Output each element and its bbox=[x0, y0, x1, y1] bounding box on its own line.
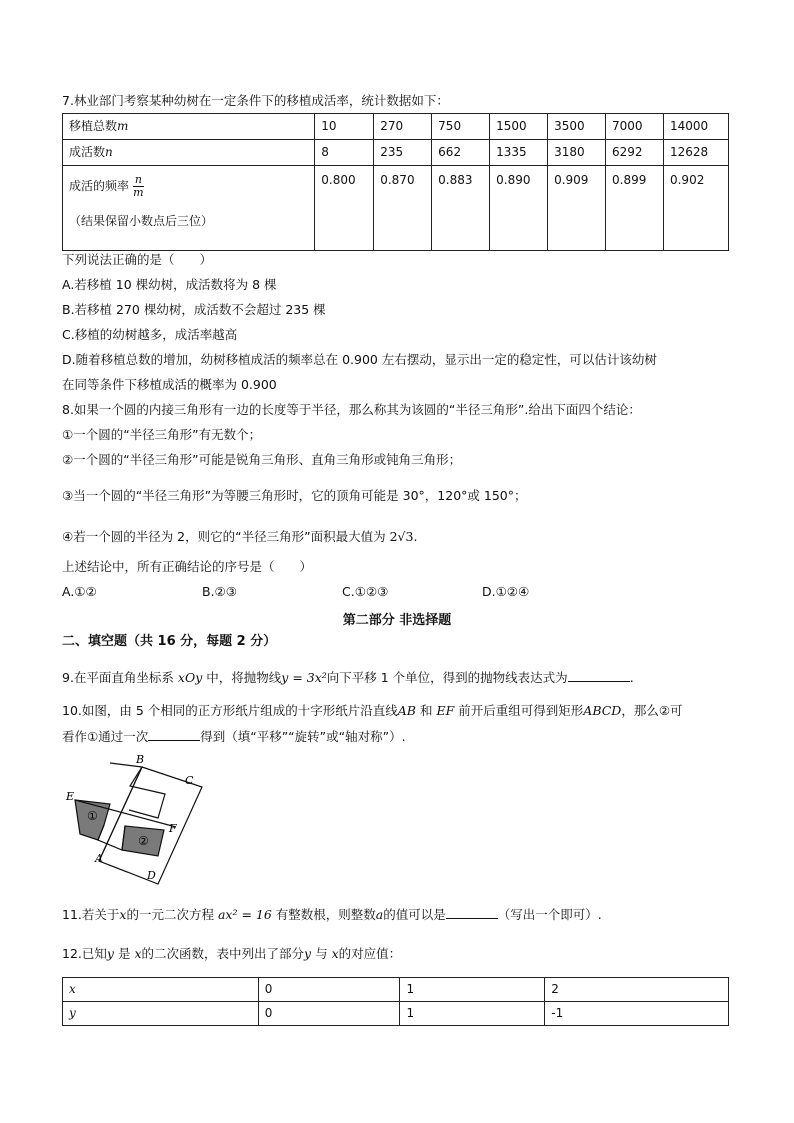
q11-text: 11.若关于x的一元二次方程 ax² = 16 有整数根，则整数a的值可以是 （写出一个即可）. bbox=[62, 907, 602, 922]
q10-answer-blank[interactable] bbox=[148, 728, 200, 741]
label-d: D bbox=[147, 869, 156, 882]
q7-n-cell: 6292 bbox=[606, 140, 664, 166]
q12-y-cell: 1 bbox=[400, 1002, 545, 1026]
q8-stem: 8.如果一个圆的内接三角形有一边的长度等于半径，那么称其为该圆的“半径三角形”.给出下面四个结论： bbox=[62, 402, 641, 417]
q12-y-cell: 0 bbox=[258, 1002, 400, 1026]
q10-line1: 10.如图，由 5 个相同的正方形纸片组成的十字形纸片沿直线AB 和 EF 前开后重组可得到矩形ABCD，那么②可 bbox=[62, 703, 683, 718]
q7-frac: $\frac{n}{m}$ bbox=[133, 173, 144, 199]
q7-f-cell: 0.899 bbox=[606, 166, 664, 251]
label-c: C bbox=[185, 774, 194, 787]
q12-x-cell: 2 bbox=[545, 978, 729, 1002]
q7-row-n bbox=[63, 140, 729, 166]
q8-conclusion-4: ④若一个圆的半径为 2，则它的“半径三角形”面积最大值为 2√3. bbox=[62, 529, 418, 544]
q7-f-cell: 0.800 bbox=[315, 166, 374, 251]
q7-m-cell: 270 bbox=[374, 114, 432, 140]
q7-m-cell: 10 bbox=[315, 114, 374, 140]
q7-n-cell: 235 bbox=[374, 140, 432, 166]
q7-n-cell: 3180 bbox=[548, 140, 606, 166]
part2-title: 第二部分 非选择题 bbox=[342, 613, 452, 628]
q12-x-cell: 1 bbox=[400, 978, 545, 1002]
q8-option-b: B.②③ bbox=[202, 584, 237, 599]
q8-option-a: A.①② bbox=[62, 584, 97, 599]
q7-m-cell: 750 bbox=[432, 114, 490, 140]
q7-table bbox=[62, 113, 729, 251]
q11-answer-blank[interactable] bbox=[446, 906, 498, 919]
q7-m-cell: 3500 bbox=[548, 114, 606, 140]
q9-answer-blank[interactable] bbox=[568, 669, 630, 682]
cross-figure bbox=[58, 752, 208, 887]
q7-row-m bbox=[63, 114, 729, 140]
q12-table bbox=[62, 977, 729, 1026]
q12-row-y-label: y bbox=[63, 1002, 259, 1026]
q12-row-y bbox=[63, 1002, 729, 1026]
q7-row-m-label: 移植总数m bbox=[63, 114, 315, 140]
q8-conclusion-2: ②一个圆的“半径三角形”可能是锐角三角形、直角三角形或钝角三角形； bbox=[62, 452, 462, 467]
label-e: E bbox=[66, 790, 75, 803]
label-f: F bbox=[169, 822, 177, 835]
q8-option-d: D.①②④ bbox=[482, 584, 530, 599]
cross-outline-bottom bbox=[98, 825, 125, 850]
q12-row-x bbox=[63, 978, 729, 1002]
q12-y-cell: -1 bbox=[545, 1002, 729, 1026]
label-circle-one: ① bbox=[87, 809, 98, 823]
q12-text: 12.已知y 是 x的二次函数，表中列出了部分y 与 x的对应值： bbox=[62, 946, 402, 961]
q7-n-cell: 12628 bbox=[663, 140, 728, 166]
q8-option-c: C.①②③ bbox=[342, 584, 389, 599]
label-circle-two: ② bbox=[138, 834, 149, 848]
q10-line2: 看作①通过一次 得到（填“平移”“旋转”或“轴对称”）. bbox=[62, 729, 406, 744]
q7-m-cell: 7000 bbox=[606, 114, 664, 140]
label-a: A bbox=[95, 852, 103, 865]
q7-m-cell: 14000 bbox=[663, 114, 728, 140]
q7-row-f bbox=[63, 166, 729, 251]
label-b: B bbox=[136, 753, 145, 766]
q7-n-cell: 1335 bbox=[490, 140, 548, 166]
q7-f-cell: 0.883 bbox=[432, 166, 490, 251]
q7-option-a: A.若移植 10 棵幼树，成活数将为 8 棵 bbox=[62, 277, 277, 292]
q7-option-b: B.若移植 270 棵幼树，成活数不会超过 235 棵 bbox=[62, 302, 326, 317]
q9-text: 9.在平面直角坐标系 xOy 中，将抛物线y = 3x²向下平移 1 个单位，得到的抛物线表达式为 . bbox=[62, 670, 634, 685]
q7-option-d-line1: D.随着移植总数的增加，幼树移植成活的频率总在 0.900 左右摆动，显示出一定的稳定性，可以估计该幼树 bbox=[62, 352, 657, 367]
q12-x-cell: 0 bbox=[258, 978, 400, 1002]
q7-f-cell: 0.902 bbox=[663, 166, 728, 251]
q7-f-cell: 0.870 bbox=[374, 166, 432, 251]
q8-conclusion-3: ③当一个圆的“半径三角形”为等腰三角形时，它的顶角可能是 30°，120°或 150°； bbox=[62, 488, 527, 503]
q8-conclusion-1: ①一个圆的“半径三角形”有无数个； bbox=[62, 427, 262, 442]
q7-stem: 7.林业部门考察某种幼树在一定条件下的移植成活率，统计数据如下： bbox=[62, 93, 449, 108]
q8-sqrt-expression: 2√3 bbox=[389, 529, 414, 544]
q7-row-f-label: 成活的频率 $\frac{n}{m}$ （结果保留小数点后三位） bbox=[63, 166, 315, 251]
q7-row-n-label: 成活数n bbox=[63, 140, 315, 166]
section2-title: 二、填空题（共 16 分，每题 2 分） bbox=[62, 634, 277, 649]
q7-n-cell: 8 bbox=[315, 140, 374, 166]
q8-question: 上述结论中，所有正确结论的序号是（ ） bbox=[62, 559, 313, 574]
q12-row-x-label: x bbox=[63, 978, 259, 1002]
q7-option-d-line2: 在同等条件下移植成活的概率为 0.900 bbox=[62, 377, 277, 392]
q7-n-cell: 662 bbox=[432, 140, 490, 166]
q7-option-c: C.移植的幼树越多，成活率越高 bbox=[62, 327, 238, 342]
q7-question: 下列说法正确的是（ ） bbox=[62, 252, 213, 267]
cross-outline-top bbox=[110, 763, 165, 818]
q7-f-cell: 0.890 bbox=[490, 166, 548, 251]
q7-m-cell: 1500 bbox=[490, 114, 548, 140]
q7-f-cell: 0.909 bbox=[548, 166, 606, 251]
